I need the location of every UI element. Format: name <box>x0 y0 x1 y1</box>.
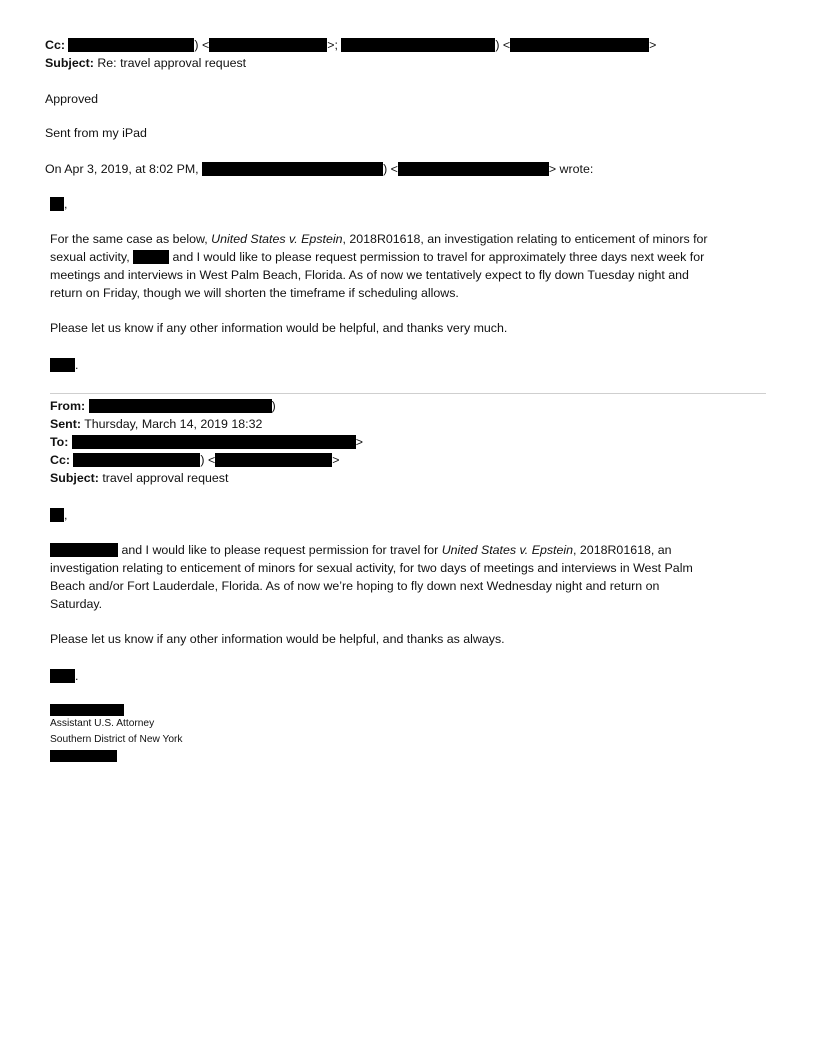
signoff <box>50 668 78 684</box>
redaction <box>202 162 383 176</box>
redaction <box>50 704 124 716</box>
message1-line1 <box>50 231 708 247</box>
message2-line3: Beach and/or Fort Lauderdale, Florida. As of now we’re hoping to fly down next Wednesday night and return on <box>50 579 660 593</box>
cc-separator: ) < <box>495 38 511 52</box>
case-name: United States v. Epstein <box>441 543 574 557</box>
forward-subject-line <box>50 470 228 486</box>
subject-value: travel approval request <box>102 471 229 485</box>
redaction <box>133 250 169 264</box>
divider <box>50 393 766 394</box>
message1-closing: Please let us know if any other information would be helpful, and thanks very much. <box>50 321 508 335</box>
sent-label: Sent: <box>50 417 81 431</box>
redaction <box>89 399 272 413</box>
signature-name-redaction <box>50 704 124 716</box>
message2-closing: Please let us know if any other information would be helpful, and thanks as always. <box>50 632 505 646</box>
message2-line2: investigation relating to enticement of minors for sexual activity, for two days of meetings and interviews in West Palm <box>50 561 693 575</box>
redaction <box>50 669 75 683</box>
redaction <box>341 38 495 52</box>
cc-separator: ) < <box>200 453 216 467</box>
quote-intro-text: On Apr 3, 2019, at 8:02 PM, <box>45 162 199 176</box>
cc-label: Cc: <box>50 453 70 467</box>
cc-end: > <box>649 38 657 52</box>
quote-intro <box>45 161 593 177</box>
cc-label: Cc: <box>45 38 65 52</box>
subject-line <box>45 55 246 71</box>
redaction <box>72 435 356 449</box>
signoff-punct: . <box>75 358 79 372</box>
from-end: ) <box>271 399 276 413</box>
cc-separator: ) < <box>194 38 210 52</box>
signature-office: Southern District of New York <box>50 734 183 745</box>
signoff-punct: . <box>75 669 79 683</box>
case-name: United States v. Epstein <box>211 232 343 246</box>
sent-line <box>50 416 262 432</box>
sent-value: Thursday, March 14, 2019 18:32 <box>84 417 263 431</box>
redaction <box>50 197 64 211</box>
message1-line4: return on Friday, though we will shorten the timeframe if scheduling allows. <box>50 286 459 300</box>
reply-signature: Sent from my iPad <box>45 126 147 140</box>
cc-separator: >; <box>327 38 342 52</box>
greeting <box>50 196 67 212</box>
redaction <box>510 38 649 52</box>
message1-line3: meetings and interviews in West Palm Beach, Florida. As of now we tentatively expect to fly down Tuesday night and <box>50 268 689 282</box>
message1-line2 <box>50 249 704 265</box>
greeting-punct: , <box>64 508 68 522</box>
message2-line1 <box>50 542 672 558</box>
greeting <box>50 507 67 523</box>
cc-end: > <box>332 453 340 467</box>
text: and I would like to please request permission for travel for <box>118 543 442 557</box>
text: , 2018R01618, an investigation relating to enticement of minors for <box>342 232 708 246</box>
to-line <box>50 434 363 450</box>
redaction <box>398 162 549 176</box>
text: and I would like to please request permission to travel for approximately three days next week for <box>169 250 705 264</box>
quote-intro-end: > wrote: <box>548 162 594 176</box>
from-label: From: <box>50 399 86 413</box>
text: sexual activity, <box>50 250 134 264</box>
to-label: To: <box>50 435 69 449</box>
forward-cc-line <box>50 452 339 468</box>
redaction <box>50 750 117 762</box>
reply-body: Approved <box>45 92 99 106</box>
redaction <box>68 38 194 52</box>
from-line <box>50 398 276 414</box>
cc-line <box>45 37 656 53</box>
redaction <box>50 508 64 522</box>
redaction <box>215 453 332 467</box>
greeting-punct: , <box>64 197 68 211</box>
redaction <box>73 453 200 467</box>
message2-line4: Saturday. <box>50 597 103 611</box>
to-end: > <box>355 435 364 449</box>
signoff <box>50 357 78 373</box>
signature-contact-redaction <box>50 750 117 762</box>
text: For the same case as below, <box>50 232 212 246</box>
redaction <box>209 38 327 52</box>
redaction <box>50 543 118 557</box>
subject-value: Re: travel approval request <box>97 56 247 70</box>
quote-intro-sep: ) < <box>383 162 398 176</box>
redaction <box>50 358 75 372</box>
signature-title: Assistant U.S. Attorney <box>50 718 155 729</box>
subject-label: Subject: <box>50 471 99 485</box>
text: , 2018R01618, an <box>573 543 672 557</box>
subject-label: Subject: <box>45 56 94 70</box>
